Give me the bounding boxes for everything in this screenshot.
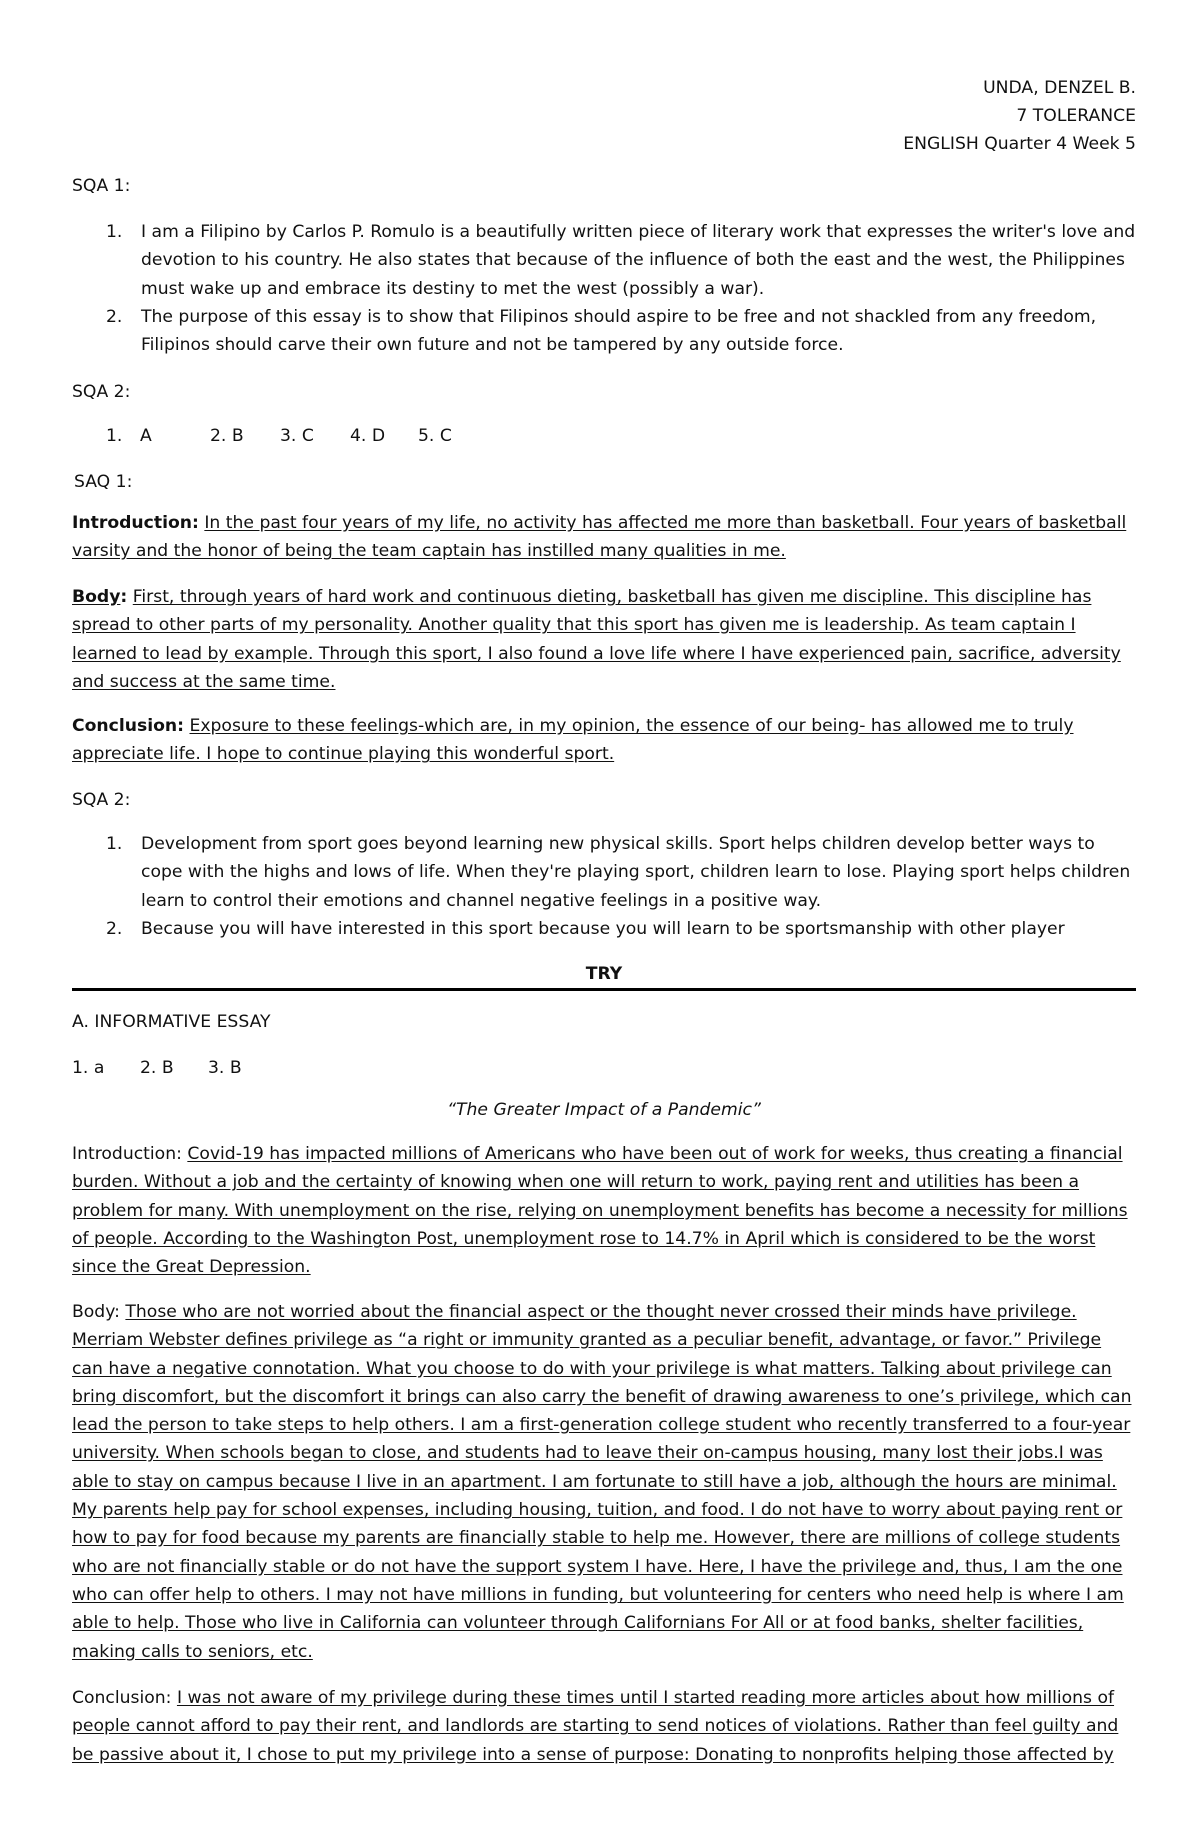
- essay-body: [72, 1298, 1136, 1666]
- subject-line: ENGLISH Quarter 4 Week 5: [903, 134, 1136, 154]
- section-divider: [72, 988, 1136, 991]
- essay-introduction: [72, 1140, 1136, 1281]
- answer-choice: 5. C: [418, 426, 452, 446]
- list-text: Development from sport goes beyond learning new physical skills. Sport helps children develop better ways to cope with the highs and lows of life. When they're playing sport, children learn to lose. Playing sport helps children learn to control their emotions and channel negative feelings in a positive way.: [141, 834, 1131, 911]
- list-number: 2.: [106, 918, 123, 939]
- sqa2b-label: SQA 2:: [72, 790, 131, 810]
- answer-number: 1.: [106, 426, 123, 446]
- sqa2b-list: [0, 830, 1200, 943]
- list-text: Because you will have interested in this sport because you will learn to be sportsmanship with other player: [141, 918, 1065, 939]
- body-colon: :: [120, 587, 128, 607]
- body-label: Body:: [72, 1302, 120, 1322]
- sqa2-label: SQA 2:: [72, 382, 131, 402]
- sqa2b-item-2: [72, 915, 1136, 943]
- try-answers: [72, 1054, 1136, 1082]
- body-text: Those who are not worried about the financial aspect or the thought never crossed their minds have privilege. Merriam Webster defines privilege as “a right or immunity granted as a peculiar benefit, advantage, or favor.” Privilege can have a negative connotation. What you choose to do with your privilege is what matters. Talking about privilege can bring discomfort, but the discomfort it brings can also carry the benefit of drawing awareness to one’s privilege, which can lead the person to take steps to help others. I am a first-generation college student who recently transferred to a four-year university. When schools began to close, and students had to leave their on-campus housing, many lost their jobs.I was able to stay on campus because I live in an apartment. I am fortunate to still have a job, although the hours are minimal. My parents help pay for school expenses, including housing, tuition, and food. I do not have to worry about paying rent or how to pay for food because my parents are financially stable to help me. However, there are millions of college students who are not financially stable or do not have the support system I have. Here, I have the privilege and, thus, I am the one who can offer help to others. I may not have millions in funding, but volunteering for centers who need help is where I am able to help. Those who live in California can volunteer through Californians For All or at food banks, shelter facilities, making calls to seniors, etc.: [72, 1302, 1132, 1662]
- body-label: Body: [72, 587, 121, 607]
- answer-choice: 2. B: [210, 426, 244, 446]
- sqa1-list: [0, 218, 1200, 359]
- list-number: 1.: [106, 834, 123, 854]
- saq1-body: [72, 583, 1136, 696]
- answer-choice: 3. B: [208, 1058, 242, 1078]
- conclusion-label: Conclusion:: [72, 1688, 172, 1708]
- intro-text: In the past four years of my life, no activity has affected me more than basketball. Four years of basketball varsity and the honor of being the team captain has instilled many qualities in me.: [72, 513, 1127, 562]
- list-number: 1.: [106, 222, 123, 242]
- answer-choice: 4. D: [350, 426, 386, 446]
- student-name: UNDA, DENZEL B.: [983, 78, 1136, 98]
- answer-choice: A: [140, 426, 152, 446]
- intro-label: Introduction:: [72, 513, 199, 533]
- intro-label: Introduction:: [72, 1144, 182, 1164]
- answer-choice: 1. a: [72, 1058, 105, 1078]
- list-number: 2.: [106, 306, 123, 327]
- conclusion-text: I was not aware of my privilege during these times until I started reading more articles about how millions of people cannot afford to pay their rent, and landlords are starting to send notices of violations. Rather than feel guilty and be passive about it, I chose to put my privilege into a sense of purpose: Donating to nonprofits helping those affected by: [72, 1688, 1119, 1765]
- conclusion-label: Conclusion:: [72, 716, 185, 736]
- list-text: I am a Filipino by Carlos P. Romulo is a beautifully written piece of literary work that expresses the writer's love and devotion to his country. He also states that because of the influence of both the east and the west, the Philippines must wake up and embrace its destiny to met the west (possibly a war).: [141, 222, 1136, 299]
- saq1-conclusion: [72, 712, 1136, 769]
- answer-choice: 2. B: [140, 1058, 174, 1078]
- sqa2b-item-1: [72, 830, 1136, 915]
- class-section: 7 TOLERANCE: [1016, 106, 1136, 126]
- try-heading: TRY: [585, 964, 623, 984]
- sqa2-answers: [106, 422, 1136, 450]
- intro-text: Covid-19 has impacted millions of Americans who have been out of work for weeks, thus creating a financial burden. Without a job and the certainty of knowing when one will return to work, paying rent and utilities has been a problem for many. With unemployment on the rise, relying on unemployment benefits has become a necessity for millions of people. According to the Washington Post, unemployment rose to 14.7% in April which is considered to be the worst since the Great Depression.: [72, 1144, 1128, 1278]
- informative-essay-heading: A. INFORMATIVE ESSAY: [72, 1012, 271, 1032]
- sqa1-label: SQA 1:: [72, 176, 131, 196]
- essay-conclusion: [72, 1684, 1136, 1769]
- saq1-introduction: [72, 509, 1136, 566]
- student-header: [903, 74, 1136, 158]
- conclusion-text: Exposure to these feelings-which are, in my opinion, the essence of our being- has allowed me to truly appreciate life. I hope to continue playing this wonderful sport.: [72, 716, 1074, 765]
- essay-title: “The Greater Impact of a Pandemic”: [447, 1100, 761, 1120]
- sqa1-item-2: [72, 303, 1136, 360]
- saq1-label: SAQ 1:: [74, 472, 133, 492]
- body-text: First, through years of hard work and continuous dieting, basketball has given me discipline. This discipline has spread to other parts of my personality. Another quality that this sport has given me is leadership. As team captain I learned to lead by example. Through this sport, I also found a love life where I have experienced pain, sacrifice, adversity and success at the same time.: [72, 587, 1121, 692]
- list-text: The purpose of this essay is to show that Filipinos should aspire to be free and not shackled from any freedom, Filipinos should carve their own future and not be tampered by any outside force.: [141, 306, 1097, 356]
- sqa1-item-1: [72, 218, 1136, 303]
- answer-choice: 3. C: [280, 426, 314, 446]
